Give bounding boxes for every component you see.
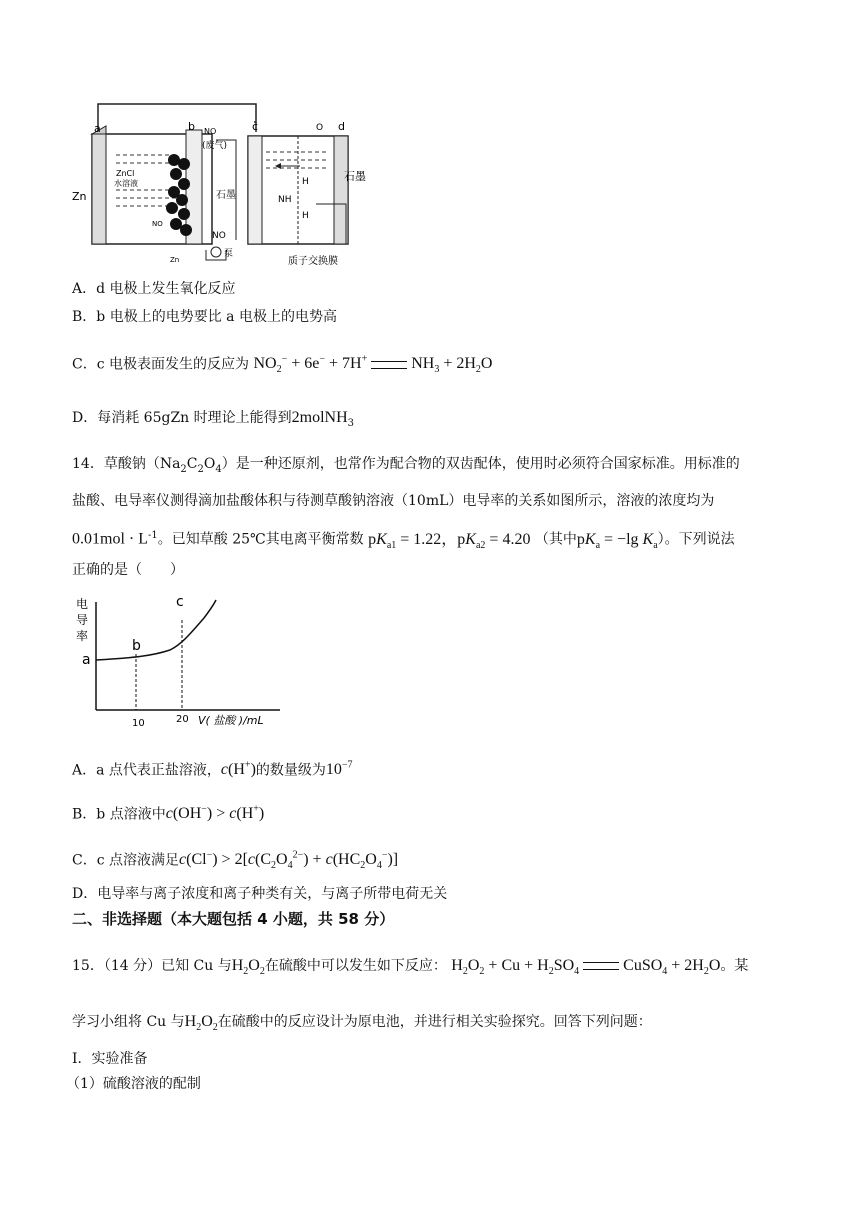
q14-line3: $0.01mol \cdot L^{-1}$。已知草酸 25℃其电离平衡常数 $pK_{a1} = 1.22$，$pK_{a2} = 4.20$ （其中$pK_a = -\lg$ $K_a$）。下列说法 — [72, 530, 735, 551]
label-zncl2: ZnCl — [116, 169, 135, 178]
label-zn: Zn — [72, 190, 87, 203]
label-h-plus: H — [302, 177, 309, 187]
chart-tick-10: 10 — [132, 718, 145, 729]
q14-option-a: A．a 点代表正盐溶液，c(H+)的数量级为$10^{-7}$ — [72, 760, 353, 779]
chart-ylabel-3: 率 — [76, 629, 89, 643]
chart-tick-20: 20 — [176, 714, 189, 725]
label-zncl2-aq: 水溶液 — [114, 179, 138, 188]
q14-line4: 正确的是（ ） — [72, 562, 184, 578]
label-no2-top: NO — [204, 127, 217, 136]
label-graphite-right: 石墨 — [344, 170, 366, 183]
q14-line2: 盐酸、电导率仪测得滴加盐酸体积与待测草酸钠溶液（10mL）电导率的关系如图所示，溶液的浓度均为 — [72, 493, 715, 509]
label-a: a — [94, 122, 101, 135]
label-zn2plus: Zn — [170, 256, 180, 264]
chart-point-c: c — [176, 594, 184, 610]
label-nh3: NH — [278, 195, 292, 205]
section-2-title: 二、非选择题（本大题包括 4 小题，共 58 分） — [72, 910, 395, 928]
label-pump: 泵 — [224, 249, 234, 259]
q15-section-1: Ⅰ．实验准备 — [72, 1051, 148, 1067]
chart-xlabel: V( 盐酸 )/mL — [198, 714, 264, 727]
conductivity-chart — [72, 592, 292, 732]
label-o2: O — [316, 123, 324, 133]
label-b: b — [188, 120, 195, 133]
q15-subsection-1: （1）硫酸溶液的配制 — [66, 1076, 201, 1092]
q15-line1: 15．（14 分）已知 Cu 与$H_2O_2$在硫酸中可以发生如下反应： $H_2O_2 + Cu + H_2SO_4$ CuSO$_4$ + $2H_2O$。某 — [72, 957, 749, 978]
label-no2-low: NO — [152, 220, 163, 228]
q13-option-c: C．c 电极表面发生的反应为 $NO_2^- + 6e^- + 7H^+$ $NH_3 + 2H_2O$ — [72, 354, 493, 376]
q14-option-d: D．电导率与离子浓度和离子种类有关，与离子所带电荷无关 — [72, 886, 448, 902]
label-membrane: 质子交换膜 — [288, 256, 338, 267]
electrolysis-cell-diagram — [66, 100, 366, 270]
q13-option-d: D．每消耗 65gZn 时理论上能得到2molNH$_3$ — [72, 409, 355, 429]
label-d: d — [338, 120, 345, 133]
label-h2o: H — [302, 211, 309, 221]
chart-ylabel-2: 导 — [76, 613, 89, 627]
chart-point-b: b — [132, 638, 141, 654]
label-waste-gas: (废气) — [202, 141, 228, 151]
label-no2-mid: NO — [212, 231, 226, 241]
q13-option-b: B．b 电极上的电势要比 a 电极上的电势高 — [72, 309, 337, 325]
chart-point-a: a — [82, 652, 91, 668]
label-c: c — [252, 120, 259, 133]
chart-ylabel-1: 电 — [76, 597, 89, 611]
q14-option-c: C．c 点溶液满足$c(Cl^-) > 2[c(C_2O_4^{2-}) + c(HC_2O_4^-)]$ — [72, 850, 399, 872]
q14-line1: 14．草酸钠$(Na_2C_2O_4)$是一种还原剂，也常作为配合物的双齿配体，使用时必须符合国家标准。用标准的 — [72, 456, 740, 475]
q15-line2: 学习小组将 Cu 与$H_2O_2$在硫酸中的反应设计为原电池，并进行相关实验探究。回答下列问题： — [72, 1013, 652, 1034]
chart-series-line — [96, 600, 216, 660]
label-graphite-left: 石墨 — [216, 190, 236, 201]
q13-option-a: A．d 电极上发生氧化反应 — [72, 281, 236, 297]
q14-option-b: B．b 点溶液中c(OH−) > c(H+) — [72, 804, 265, 823]
